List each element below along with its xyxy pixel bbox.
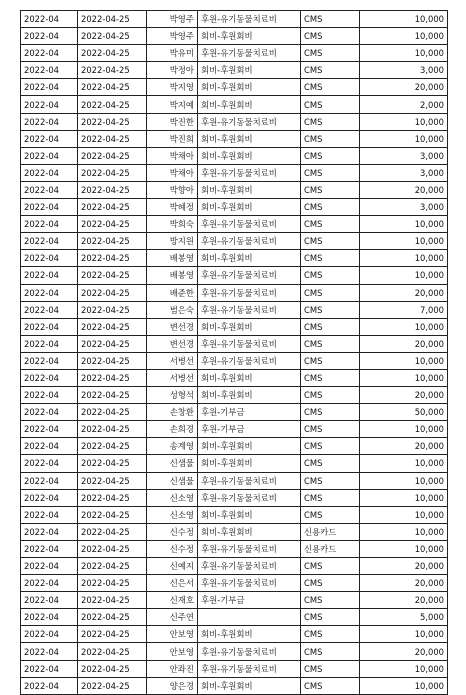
cell-date: 2022-04-25 xyxy=(78,609,147,626)
cell-date: 2022-04-25 xyxy=(78,199,147,216)
cell-donor-name: 신재호 xyxy=(147,592,198,609)
cell-amount: 10,000 xyxy=(360,267,448,284)
donation-table xyxy=(20,10,448,695)
cell-month: 2022-04 xyxy=(21,45,78,62)
cell-amount: 20,000 xyxy=(360,643,448,660)
table-row xyxy=(21,352,448,369)
cell-donation-type: 후원-유기동물치료비 xyxy=(198,660,301,677)
cell-date: 2022-04-25 xyxy=(78,45,147,62)
table-row xyxy=(21,335,448,352)
cell-donation-type: 회비-후원회비 xyxy=(198,199,301,216)
cell-date: 2022-04-25 xyxy=(78,352,147,369)
cell-donor-name: 신샘물 xyxy=(147,455,198,472)
cell-payment-method: CMS xyxy=(301,267,360,284)
cell-donation-type: 후원-기부금 xyxy=(198,592,301,609)
cell-amount: 10,000 xyxy=(360,489,448,506)
table-row xyxy=(21,233,448,250)
cell-donor-name: 박혜정 xyxy=(147,199,198,216)
cell-donation-type: 후원-유기동물치료비 xyxy=(198,575,301,592)
cell-payment-method: 신용카드 xyxy=(301,540,360,557)
cell-amount: 10,000 xyxy=(360,352,448,369)
cell-donor-name: 성형석 xyxy=(147,387,198,404)
table-row xyxy=(21,626,448,643)
cell-donor-name: 범은숙 xyxy=(147,301,198,318)
cell-payment-method: CMS xyxy=(301,250,360,267)
cell-donation-type: 후원-유기동물치료비 xyxy=(198,472,301,489)
table-row xyxy=(21,130,448,147)
cell-date: 2022-04-25 xyxy=(78,387,147,404)
table-row xyxy=(21,558,448,575)
cell-payment-method: CMS xyxy=(301,301,360,318)
cell-date: 2022-04-25 xyxy=(78,96,147,113)
cell-month: 2022-04 xyxy=(21,28,78,45)
cell-month: 2022-04 xyxy=(21,472,78,489)
cell-payment-method: CMS xyxy=(301,147,360,164)
cell-donation-type: 후원-유기동물치료비 xyxy=(198,540,301,557)
cell-date: 2022-04-25 xyxy=(78,643,147,660)
cell-month: 2022-04 xyxy=(21,199,78,216)
cell-donor-name: 변선경 xyxy=(147,335,198,352)
cell-amount: 3,000 xyxy=(360,164,448,181)
cell-donation-type: 후원-유기동물치료비 xyxy=(198,164,301,181)
cell-month: 2022-04 xyxy=(21,660,78,677)
cell-donation-type: 회비-후원회비 xyxy=(198,96,301,113)
cell-donor-name: 방지원 xyxy=(147,233,198,250)
table-row xyxy=(21,387,448,404)
cell-amount: 7,000 xyxy=(360,301,448,318)
table-row xyxy=(21,147,448,164)
cell-month: 2022-04 xyxy=(21,677,78,694)
cell-donation-type xyxy=(198,609,301,626)
cell-date: 2022-04-25 xyxy=(78,506,147,523)
cell-month: 2022-04 xyxy=(21,404,78,421)
cell-donor-name: 변선경 xyxy=(147,318,198,335)
cell-donation-type: 회비-후원회비 xyxy=(198,369,301,386)
cell-donation-type: 후원-기부금 xyxy=(198,421,301,438)
cell-payment-method: CMS xyxy=(301,592,360,609)
cell-amount: 10,000 xyxy=(360,626,448,643)
cell-donor-name: 손창환 xyxy=(147,404,198,421)
cell-donor-name: 안보영 xyxy=(147,643,198,660)
cell-payment-method: CMS xyxy=(301,558,360,575)
cell-payment-method: CMS xyxy=(301,472,360,489)
cell-date: 2022-04-25 xyxy=(78,558,147,575)
cell-month: 2022-04 xyxy=(21,575,78,592)
table-row xyxy=(21,199,448,216)
cell-amount: 20,000 xyxy=(360,284,448,301)
cell-donation-type: 회비-후원회비 xyxy=(198,318,301,335)
cell-month: 2022-04 xyxy=(21,62,78,79)
cell-amount: 10,000 xyxy=(360,28,448,45)
cell-donor-name: 박진희 xyxy=(147,130,198,147)
cell-date: 2022-04-25 xyxy=(78,216,147,233)
cell-amount: 3,000 xyxy=(360,147,448,164)
cell-donor-name: 손희경 xyxy=(147,421,198,438)
cell-payment-method: CMS xyxy=(301,506,360,523)
cell-payment-method: CMS xyxy=(301,181,360,198)
cell-payment-method: CMS xyxy=(301,113,360,130)
table-row xyxy=(21,660,448,677)
cell-date: 2022-04-25 xyxy=(78,267,147,284)
cell-donation-type: 후원-유기동물치료비 xyxy=(198,11,301,28)
table-row xyxy=(21,421,448,438)
cell-payment-method: CMS xyxy=(301,404,360,421)
cell-date: 2022-04-25 xyxy=(78,250,147,267)
cell-donor-name: 신샘물 xyxy=(147,472,198,489)
cell-payment-method: CMS xyxy=(301,677,360,694)
cell-donor-name: 신은서 xyxy=(147,575,198,592)
table-row xyxy=(21,506,448,523)
cell-payment-method: 신용카드 xyxy=(301,523,360,540)
table-row xyxy=(21,216,448,233)
table-row xyxy=(21,181,448,198)
cell-donation-type: 회비-후원회비 xyxy=(198,250,301,267)
table-row xyxy=(21,28,448,45)
cell-month: 2022-04 xyxy=(21,352,78,369)
cell-month: 2022-04 xyxy=(21,558,78,575)
cell-donor-name: 박지예 xyxy=(147,96,198,113)
cell-month: 2022-04 xyxy=(21,489,78,506)
cell-month: 2022-04 xyxy=(21,250,78,267)
cell-month: 2022-04 xyxy=(21,506,78,523)
cell-date: 2022-04-25 xyxy=(78,455,147,472)
cell-date: 2022-04-25 xyxy=(78,592,147,609)
cell-amount: 2,000 xyxy=(360,96,448,113)
cell-amount: 50,000 xyxy=(360,404,448,421)
cell-donation-type: 회비-후원회비 xyxy=(198,181,301,198)
cell-payment-method: CMS xyxy=(301,318,360,335)
cell-month: 2022-04 xyxy=(21,387,78,404)
cell-month: 2022-04 xyxy=(21,233,78,250)
cell-payment-method: CMS xyxy=(301,489,360,506)
cell-month: 2022-04 xyxy=(21,113,78,130)
cell-donation-type: 회비-후원회비 xyxy=(198,147,301,164)
cell-donation-type: 회비-후원회비 xyxy=(198,523,301,540)
cell-donor-name: 박희숙 xyxy=(147,216,198,233)
cell-donation-type: 후원-유기동물치료비 xyxy=(198,558,301,575)
cell-date: 2022-04-25 xyxy=(78,62,147,79)
cell-donor-name: 양은경 xyxy=(147,677,198,694)
cell-donation-type: 후원-유기동물치료비 xyxy=(198,489,301,506)
cell-donation-type: 후원-유기동물치료비 xyxy=(198,352,301,369)
cell-payment-method: CMS xyxy=(301,28,360,45)
cell-payment-method: CMS xyxy=(301,660,360,677)
cell-month: 2022-04 xyxy=(21,164,78,181)
cell-date: 2022-04-25 xyxy=(78,472,147,489)
cell-donor-name: 배준한 xyxy=(147,284,198,301)
table-row xyxy=(21,267,448,284)
cell-amount: 10,000 xyxy=(360,233,448,250)
table-row xyxy=(21,643,448,660)
cell-date: 2022-04-25 xyxy=(78,28,147,45)
cell-amount: 3,000 xyxy=(360,62,448,79)
table-row xyxy=(21,523,448,540)
cell-amount: 20,000 xyxy=(360,387,448,404)
cell-amount: 10,000 xyxy=(360,455,448,472)
cell-month: 2022-04 xyxy=(21,421,78,438)
cell-payment-method: CMS xyxy=(301,199,360,216)
cell-payment-method: CMS xyxy=(301,130,360,147)
cell-donation-type: 회비-후원회비 xyxy=(198,438,301,455)
cell-date: 2022-04-25 xyxy=(78,369,147,386)
cell-date: 2022-04-25 xyxy=(78,660,147,677)
table-row xyxy=(21,540,448,557)
cell-donation-type: 회비-후원회비 xyxy=(198,28,301,45)
cell-amount: 10,000 xyxy=(360,45,448,62)
cell-amount: 10,000 xyxy=(360,523,448,540)
cell-donation-type: 후원-유기동물치료비 xyxy=(198,643,301,660)
cell-payment-method: CMS xyxy=(301,216,360,233)
table-row xyxy=(21,489,448,506)
cell-month: 2022-04 xyxy=(21,540,78,557)
cell-donation-type: 회비-후원회비 xyxy=(198,62,301,79)
cell-date: 2022-04-25 xyxy=(78,113,147,130)
cell-donation-type: 후원-유기동물치료비 xyxy=(198,216,301,233)
cell-donation-type: 후원-유기동물치료비 xyxy=(198,45,301,62)
cell-month: 2022-04 xyxy=(21,335,78,352)
cell-donation-type: 후원-유기동물치료비 xyxy=(198,301,301,318)
cell-donation-type: 회비-후원회비 xyxy=(198,79,301,96)
cell-payment-method: CMS xyxy=(301,352,360,369)
cell-date: 2022-04-25 xyxy=(78,540,147,557)
cell-month: 2022-04 xyxy=(21,284,78,301)
cell-amount: 20,000 xyxy=(360,335,448,352)
table-row xyxy=(21,45,448,62)
table-row xyxy=(21,609,448,626)
cell-donation-type: 후원-유기동물치료비 xyxy=(198,284,301,301)
cell-date: 2022-04-25 xyxy=(78,147,147,164)
cell-date: 2022-04-25 xyxy=(78,677,147,694)
cell-date: 2022-04-25 xyxy=(78,575,147,592)
cell-date: 2022-04-25 xyxy=(78,130,147,147)
cell-amount: 10,000 xyxy=(360,113,448,130)
cell-month: 2022-04 xyxy=(21,147,78,164)
cell-donation-type: 후원-유기동물치료비 xyxy=(198,233,301,250)
cell-payment-method: CMS xyxy=(301,11,360,28)
table-row xyxy=(21,404,448,421)
cell-donor-name: 안보영 xyxy=(147,626,198,643)
cell-date: 2022-04-25 xyxy=(78,318,147,335)
cell-donor-name: 박향아 xyxy=(147,181,198,198)
cell-donor-name: 배봉영 xyxy=(147,267,198,284)
cell-donor-name: 신주연 xyxy=(147,609,198,626)
cell-payment-method: CMS xyxy=(301,96,360,113)
cell-amount: 5,000 xyxy=(360,609,448,626)
cell-donation-type: 회비-후원회비 xyxy=(198,455,301,472)
cell-date: 2022-04-25 xyxy=(78,335,147,352)
cell-donor-name: 박유미 xyxy=(147,45,198,62)
cell-donor-name: 박진한 xyxy=(147,113,198,130)
cell-date: 2022-04-25 xyxy=(78,438,147,455)
cell-date: 2022-04-25 xyxy=(78,11,147,28)
cell-payment-method: CMS xyxy=(301,335,360,352)
cell-donor-name: 송계영 xyxy=(147,438,198,455)
cell-amount: 20,000 xyxy=(360,575,448,592)
cell-month: 2022-04 xyxy=(21,301,78,318)
cell-payment-method: CMS xyxy=(301,284,360,301)
table-row xyxy=(21,301,448,318)
cell-donor-name: 신예지 xyxy=(147,558,198,575)
cell-date: 2022-04-25 xyxy=(78,164,147,181)
cell-month: 2022-04 xyxy=(21,626,78,643)
cell-donor-name: 신수정 xyxy=(147,540,198,557)
cell-donor-name: 서병선 xyxy=(147,369,198,386)
cell-donation-type: 회비-후원회비 xyxy=(198,130,301,147)
cell-donor-name: 안좌진 xyxy=(147,660,198,677)
cell-donor-name: 박영주 xyxy=(147,28,198,45)
table-body xyxy=(21,11,448,695)
cell-month: 2022-04 xyxy=(21,592,78,609)
cell-month: 2022-04 xyxy=(21,96,78,113)
cell-date: 2022-04-25 xyxy=(78,233,147,250)
cell-month: 2022-04 xyxy=(21,523,78,540)
cell-date: 2022-04-25 xyxy=(78,523,147,540)
cell-month: 2022-04 xyxy=(21,609,78,626)
table-row xyxy=(21,455,448,472)
cell-date: 2022-04-25 xyxy=(78,79,147,96)
cell-amount: 10,000 xyxy=(360,677,448,694)
table-row xyxy=(21,113,448,130)
table-row xyxy=(21,575,448,592)
cell-payment-method: CMS xyxy=(301,421,360,438)
cell-payment-method: CMS xyxy=(301,62,360,79)
table-row xyxy=(21,164,448,181)
cell-donor-name: 신소영 xyxy=(147,489,198,506)
table-row xyxy=(21,96,448,113)
table-row xyxy=(21,62,448,79)
cell-donation-type: 회비-후원회비 xyxy=(198,677,301,694)
cell-donation-type: 후원-기부금 xyxy=(198,404,301,421)
cell-donor-name: 박영주 xyxy=(147,11,198,28)
table-row xyxy=(21,592,448,609)
cell-amount: 10,000 xyxy=(360,472,448,489)
table-row xyxy=(21,472,448,489)
cell-payment-method: CMS xyxy=(301,387,360,404)
table-row xyxy=(21,79,448,96)
cell-month: 2022-04 xyxy=(21,455,78,472)
cell-amount: 10,000 xyxy=(360,130,448,147)
cell-donation-type: 후원-유기동물치료비 xyxy=(198,335,301,352)
cell-date: 2022-04-25 xyxy=(78,301,147,318)
cell-payment-method: CMS xyxy=(301,609,360,626)
cell-donor-name: 박정아 xyxy=(147,62,198,79)
cell-payment-method: CMS xyxy=(301,455,360,472)
cell-amount: 10,000 xyxy=(360,540,448,557)
cell-amount: 10,000 xyxy=(360,369,448,386)
cell-donation-type: 후원-유기동물치료비 xyxy=(198,113,301,130)
table-row xyxy=(21,11,448,28)
cell-amount: 10,000 xyxy=(360,250,448,267)
cell-month: 2022-04 xyxy=(21,643,78,660)
cell-month: 2022-04 xyxy=(21,79,78,96)
table-row xyxy=(21,284,448,301)
table-row xyxy=(21,438,448,455)
cell-amount: 10,000 xyxy=(360,660,448,677)
cell-donation-type: 회비-후원회비 xyxy=(198,506,301,523)
cell-donation-type: 회비-후원회비 xyxy=(198,387,301,404)
cell-payment-method: CMS xyxy=(301,164,360,181)
cell-payment-method: CMS xyxy=(301,438,360,455)
cell-date: 2022-04-25 xyxy=(78,284,147,301)
cell-date: 2022-04-25 xyxy=(78,489,147,506)
cell-payment-method: CMS xyxy=(301,626,360,643)
cell-date: 2022-04-25 xyxy=(78,626,147,643)
table-row xyxy=(21,677,448,694)
cell-date: 2022-04-25 xyxy=(78,404,147,421)
cell-amount: 20,000 xyxy=(360,558,448,575)
cell-month: 2022-04 xyxy=(21,130,78,147)
cell-payment-method: CMS xyxy=(301,79,360,96)
cell-amount: 10,000 xyxy=(360,318,448,335)
cell-date: 2022-04-25 xyxy=(78,181,147,198)
cell-donor-name: 서병선 xyxy=(147,352,198,369)
cell-amount: 20,000 xyxy=(360,79,448,96)
table-row xyxy=(21,318,448,335)
cell-amount: 20,000 xyxy=(360,592,448,609)
cell-payment-method: CMS xyxy=(301,369,360,386)
cell-donor-name: 배봉영 xyxy=(147,250,198,267)
cell-donation-type: 후원-유기동물치료비 xyxy=(198,267,301,284)
cell-donor-name: 박채아 xyxy=(147,147,198,164)
cell-donor-name: 신소영 xyxy=(147,506,198,523)
cell-month: 2022-04 xyxy=(21,318,78,335)
cell-donation-type: 회비-후원회비 xyxy=(198,626,301,643)
cell-month: 2022-04 xyxy=(21,11,78,28)
cell-month: 2022-04 xyxy=(21,216,78,233)
cell-amount: 20,000 xyxy=(360,438,448,455)
cell-amount: 10,000 xyxy=(360,421,448,438)
cell-date: 2022-04-25 xyxy=(78,421,147,438)
cell-donor-name: 박채아 xyxy=(147,164,198,181)
cell-amount: 10,000 xyxy=(360,506,448,523)
cell-payment-method: CMS xyxy=(301,643,360,660)
cell-payment-method: CMS xyxy=(301,575,360,592)
cell-amount: 10,000 xyxy=(360,216,448,233)
cell-amount: 3,000 xyxy=(360,199,448,216)
cell-payment-method: CMS xyxy=(301,45,360,62)
cell-month: 2022-04 xyxy=(21,438,78,455)
cell-donor-name: 박지영 xyxy=(147,79,198,96)
cell-amount: 10,000 xyxy=(360,11,448,28)
cell-month: 2022-04 xyxy=(21,267,78,284)
table-row xyxy=(21,250,448,267)
cell-month: 2022-04 xyxy=(21,181,78,198)
cell-amount: 20,000 xyxy=(360,181,448,198)
cell-payment-method: CMS xyxy=(301,233,360,250)
table-row xyxy=(21,369,448,386)
cell-donor-name: 신수정 xyxy=(147,523,198,540)
cell-month: 2022-04 xyxy=(21,369,78,386)
